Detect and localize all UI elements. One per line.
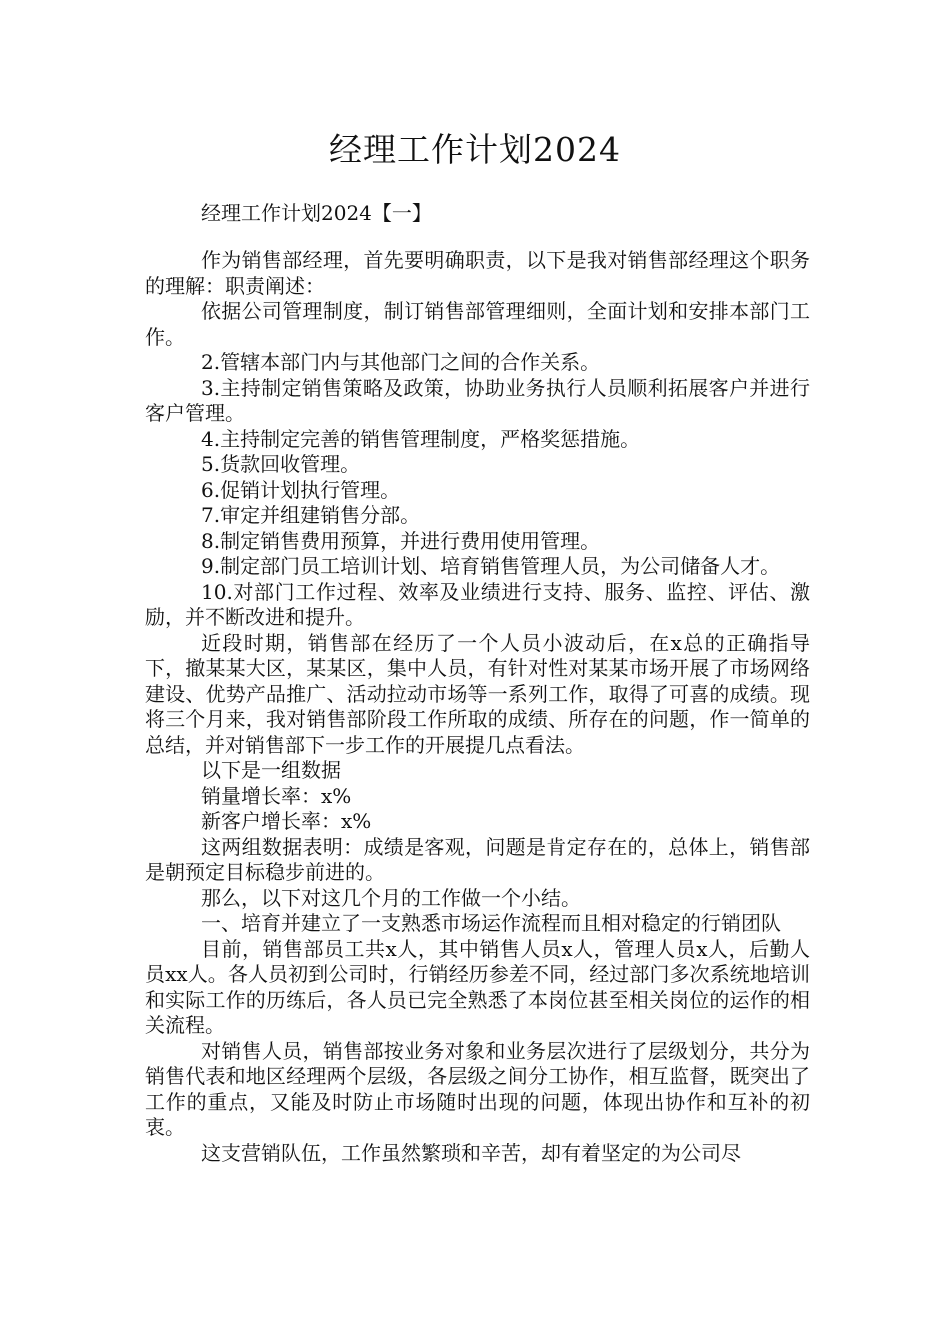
list-item: 9.制定部门员工培训计划、培育销售管理人员，为公司储备人才。 bbox=[201, 554, 781, 578]
list-item: 8.制定销售费用预算，并进行费用使用管理。 bbox=[201, 528, 601, 553]
document-title: 经理工作计划2024 bbox=[329, 130, 621, 169]
paragraph: 对销售人员，销售部按业务对象和业务层次进行了层级划分，共分为销售代表和地区经理两个层级，各层级之间分工协作，相互监督，既突出了工作的重点，又能及时防止市场随时出现的问题，体现出协作和互补的初衷。 bbox=[145, 1038, 810, 1139]
paragraph: 这两组数据表明：成绩是客观，问题是肯定存在的，总体上，销售部是朝预定目标稳步前进的。 bbox=[145, 834, 810, 884]
paragraph: 以下是一组数据 bbox=[201, 758, 341, 782]
document-body bbox=[145, 248, 810, 1166]
data-line: 新客户增长率：x% bbox=[201, 809, 372, 833]
paragraph: 作为销售部经理，首先要明确职责，以下是我对销售部经理这个职务的理解：职责阐述： bbox=[145, 248, 810, 298]
section-heading: 经理工作计划2024【一】 bbox=[201, 201, 432, 225]
list-item: 7.审定并组建销售分部。 bbox=[201, 503, 421, 527]
paragraph: 目前，销售部员工共x人，其中销售人员x人，管理人员x人，后勤人员xx人。各人员初到公司时，行销经历参差不同，经过部门多次系统地培训和实际工作的历练后，各人员已完全熟悉了本岗位甚至相关岗位的运作的相关流程。 bbox=[145, 936, 810, 1037]
section-heading-1: 一、培育并建立了一支熟悉市场运作流程而且相对稳定的行销团队 bbox=[201, 911, 781, 935]
list-item: 5.货款回收管理。 bbox=[201, 452, 361, 476]
paragraph: 近段时期，销售部在经历了一个人员小波动后，在x总的正确指导下，撤某某大区，某某区，集中人员，有针对性对某某市场开展了市场网络建设、优势产品推广、活动拉动市场等一系列工作，取得了可喜的成绩。现将三个月来，我对销售部阶段工作所取的成绩、所存在的问题，作一简单的总结，并对销售部下一步工作的开展提几点看法。 bbox=[145, 630, 810, 757]
paragraph: 依据公司管理制度，制订销售部管理细则，全面计划和安排本部门工作。 bbox=[145, 299, 810, 349]
list-item: 4.主持制定完善的销售管理制度，严格奖惩措施。 bbox=[201, 426, 641, 451]
paragraph: 那么，以下对这几个月的工作做一个小结。 bbox=[201, 885, 581, 910]
list-item: 10.对部门工作过程、效率及业绩进行支持、服务、监控、评估、激励，并不断改进和提升。 bbox=[145, 579, 810, 629]
list-item: 2.管辖本部门内与其他部门之间的合作关系。 bbox=[201, 350, 601, 374]
paragraph: 这支营销队伍，工作虽然繁琐和辛苦，却有着坚定的为公司尽 bbox=[201, 1140, 741, 1165]
data-line: 销量增长率：x% bbox=[201, 783, 352, 808]
list-item: 3.主持制定销售策略及政策，协助业务执行人员顺利拓展客户并进行客户管理。 bbox=[145, 375, 810, 425]
list-item: 6.促销计划执行管理。 bbox=[201, 477, 401, 502]
